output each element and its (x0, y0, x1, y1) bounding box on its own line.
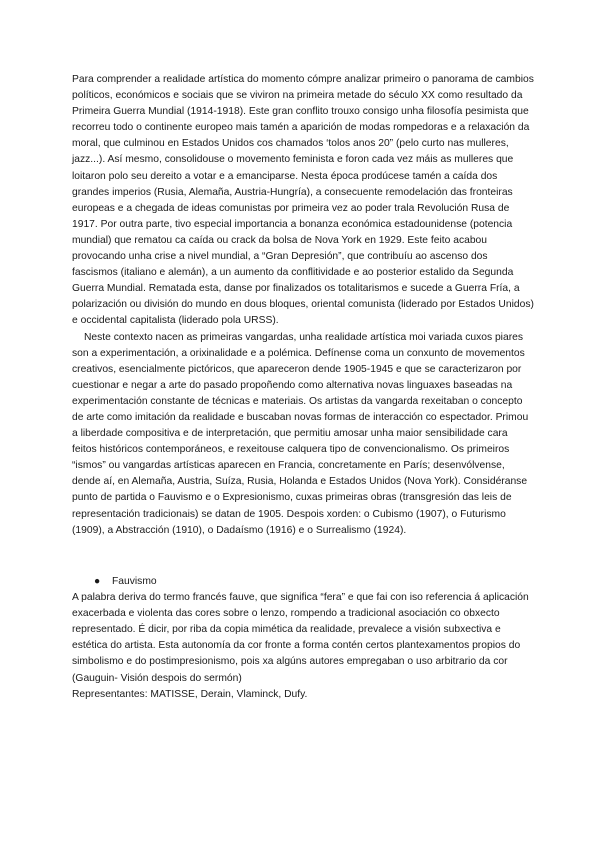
intro-section (72, 72, 534, 539)
intro-paragraph-avant-garde: Neste contexto nacen as primeiras vangardas, unha realidade artística moi variada cuxos piares son a experimentación, a orixinalidade e a polémica. Defínense coma un conxunto de movementos creativos, esencialmente pictóricos, que apareceron dende 1905-1945 e que se caracterizaron por cuestionar e negar a arte do pasado propoñendo como alternativa novas linguaxes baseadas na experimentación constante de técnicas e materiais. Os artistas da vangarda rexeitaban o concepto de arte como imitación da realidade e buscaban novas formas de interacción co espectador. Primou a liberdade compositiva e de interpretación, que permitiu amosar unha maior sensibilidade cara feitos históricos contemporáneos, e rexeitouse calquera tipo de convencionalismo. Os primeiros “ismos” ou vangardas artísticas aparecen en Francia, concretamente en París; desenvólvense, dende aí, en Alemaña, Austria, Suíza, Rusia, Holanda e Estados Unidos (Nova York). Considéranse punto de partida o Fauvismo e o Expresionismo, cuxas primeiras obras (transgresión das leis de representación tradicionais) se datan de 1905. Despois xorden: o Cubismo (1907), o Futurismo (1909), a Abstracción (1910), o Dadaísmo (1916) e o Surrealismo (1924). (72, 331, 529, 536)
fauvismo-body: A palabra deriva do termo francés fauve, que significa “fera” e que fai con iso referencia á aplicación exacerbada e violenta das cores sobre o lenzo, rompendo a tradicional asociación co obxecto representado. É dicir, por riba da copia mimética da realidade, prevalece a visión subxectiva e estética do artista. Esta autonomía da cor fronte a forma contén certos plantexamentos propios do simbolismo e do postimpresionismo, pois xa algúns autores empregaban o uso arbitrario da cor (Gauguin- Visión despois do sermón) (72, 592, 529, 684)
fauvismo-heading-line (72, 574, 534, 590)
fauvismo-representatives: Representantes: MATISSE, Derain, Vlaminck, Dufy. (72, 688, 308, 700)
fauvismo-section (72, 574, 534, 703)
fauvismo-heading: Fauvismo (112, 576, 157, 587)
intro-paragraph-historical-context: Para comprender a realidade artística do momento cómpre analizar primeiro o panorama de cambios políticos, económicos e sociais que se viviron na primeira metade do século XX como resultado da Primeira Guerra Mundial (1914-1918). Este gran conflito trouxo consigo unha filosofía pesimista que recorreu todo o continente europeo mais tamén a aparición de modas rompedoras e a relaxación da moral, que culminou en Estados Unidos cos chamados ‘tolos anos 20” (pelo curto nas mulleres, jazz...). Así mesmo, consolidouse o movemento feminista e foron cada vez máis as mulleres que loitaron polo seu dereito a votar e a emanciparse. Nesta época prodúcese tamén a caída dos grandes imperios (Rusia, Alemaña, Austria-Hungría), a consecuente remodelación das fronteiras europeas e a chegada de ideas comunistas por primeira vez ao poder trala Revolución Rusa de 1917. Por outra parte, tivo especial importancia a bonanza económica estadounidense (potencia mundial) que rematou ca caída ou crack da bolsa de Nova York en 1929. Este feito acabou provocando unha crise a nivel mundial, a “Gran Depresión”, que contribuíu ao ascenso dos fascismos (italiano e alemán), a un aumento da conflitividade e ao posterior estalido da Segunda Guerra Mundial. Rematada esta, danse por finalizados os totalitarismos e sucede a Guerra Fría, a polarización ou división do mundo en dous bloques, oriental comunista (liderado por Estados Unidos) e occidental capitalista (liderado pola URSS). (72, 74, 534, 327)
bullet-icon: ● (94, 576, 101, 587)
